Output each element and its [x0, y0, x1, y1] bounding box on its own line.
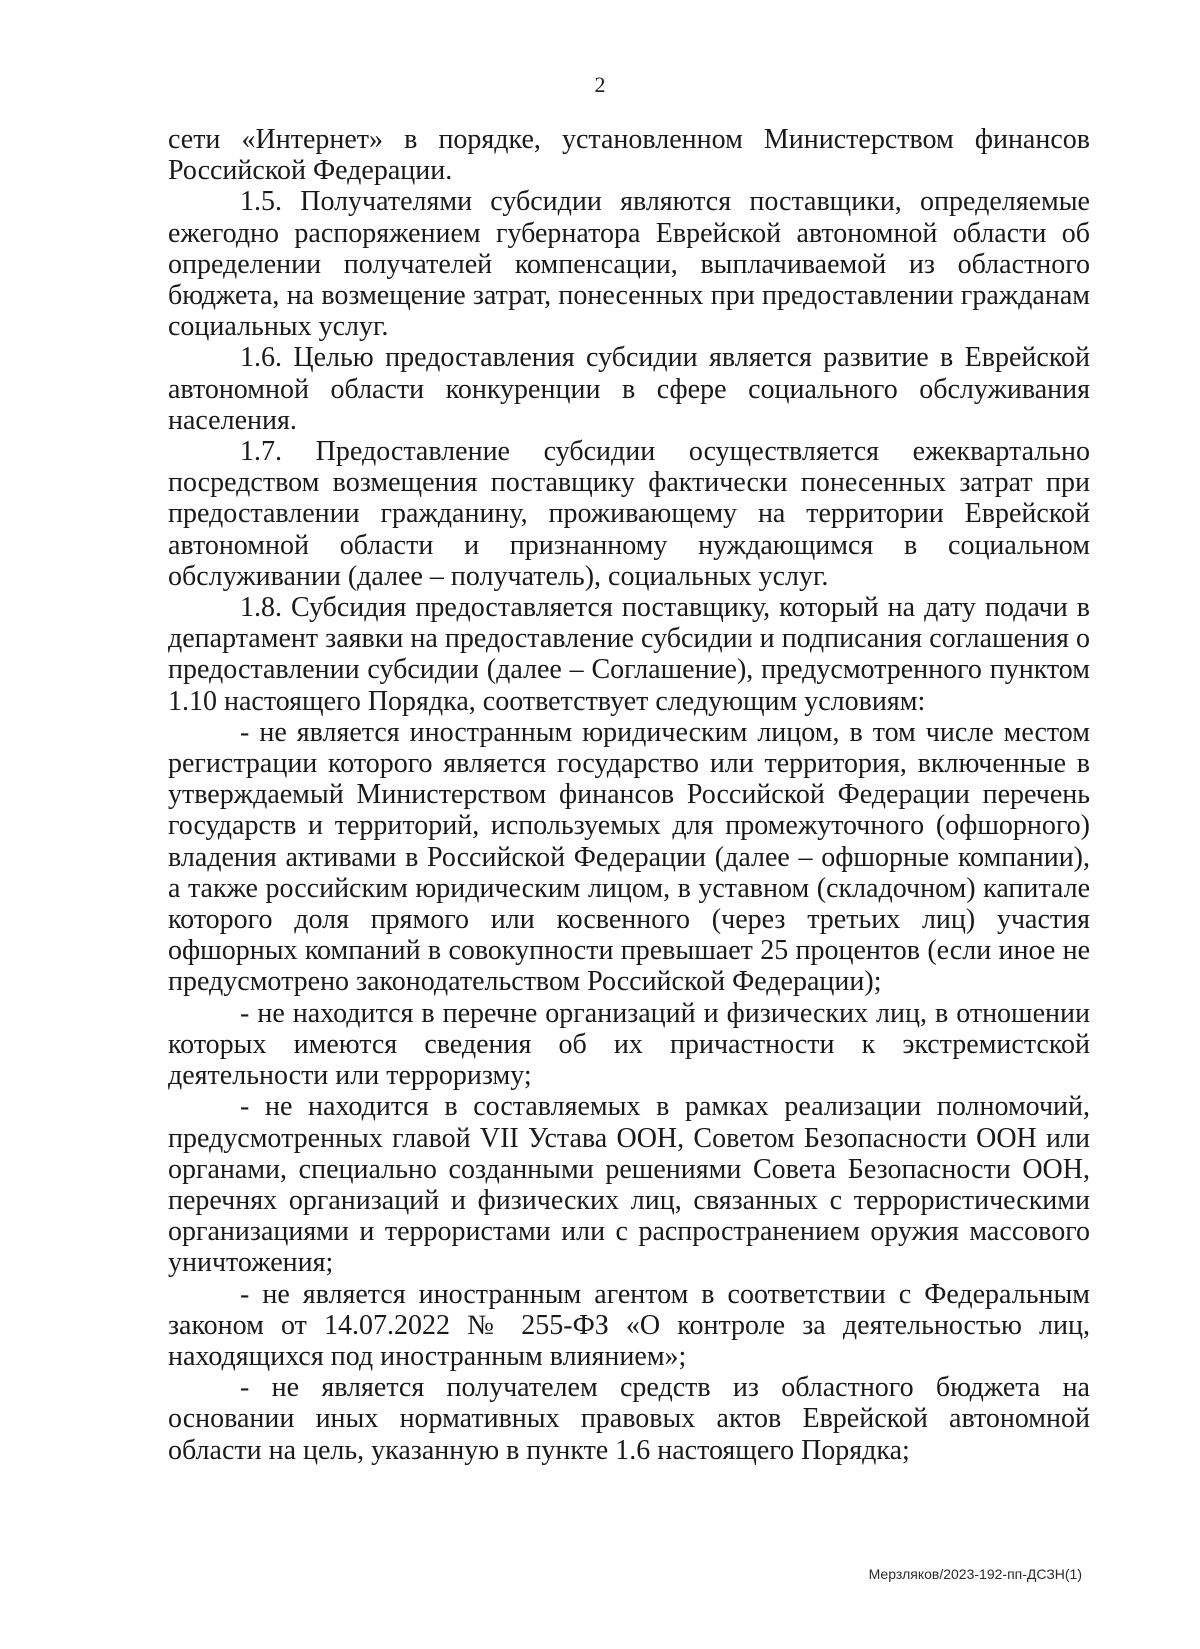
page-number: 2 [594, 72, 606, 97]
paragraph: 1.8. Субсидия предоставляется поставщику, который на дату подачи в департамент заявки на предоставление субсидии и подписания соглашения о предоставлении субсидии (далее – Соглашение), предусмотренного пунктом 1.10 настоящего Порядка, соответствует следующим условиям: [168, 592, 1090, 717]
list-item: - не является получателем средств из областного бюджета на основании иных нормативных правовых актов Еврейской автономной области на цель, указанную в пункте 1.6 настоящего Порядка; [168, 1372, 1090, 1466]
paragraph: сети «Интернет» в порядке, установленном Министерством финансов Российской Федерации. [168, 124, 1090, 187]
footer-document-code: Мерзляков/2023-192-пп-ДСЗН(1) [868, 1566, 1082, 1582]
list-item: - не является иностранным агентом в соответствии с Федеральным законом от 14.07.2022 № 255-ФЗ «О контроле за деятельностью лиц, находящихся под иностранным влиянием»; [168, 1278, 1090, 1372]
list-item: - не является иностранным юридическим лицом, в том числе местом регистрации которого является государство или территория, включенные в утверждаемый Министерством финансов Российской Федерации перечень государств и территорий, используемых для промежуточного (офшорного) владения активами в Российской Федерации (далее – офшорные компании), а также российским юридическим лицом, в уставном (складочном) капитале которого доля прямого или косвенного (через третьих лиц) участия офшорных компаний в совокупности превышает 25 процентов (если иное не предусмотрено законодательством Российской Федерации); [168, 716, 1090, 998]
list-item: - не находится в перечне организаций и физических лиц, в отношении которых имеются сведения об их причастности к экстремистской деятельности или терроризму; [168, 997, 1090, 1092]
list-item: - не находится в составляемых в рамках реализации полномочий, предусмотренных главой VII Устава ООН, Советом Безопасности ООН или органами, специально созданными решениями Совета Безопасности ООН, перечнях организаций и физических лиц, связанных с террористическими организациями и террористами или с распространением оружия массового уничтожения; [168, 1091, 1090, 1279]
paragraph: 1.6. Целью предоставления субсидии является развитие в Еврейской автономной области конкуренции в сфере социального обслуживания населения. [168, 342, 1090, 436]
document-body [168, 124, 1090, 1466]
paragraph: 1.7. Предоставление субсидии осуществляется ежеквартально посредством возмещения поставщику фактически понесенных затрат при предоставлении гражданину, проживающему на территории Еврейской автономной области и признанному нуждающимся в социальном обслуживании (далее – получатель), социальных услуг. [168, 436, 1090, 592]
paragraph: 1.5. Получателями субсидии являются поставщики, определяемые ежегодно распоряжением губернатора Еврейской автономной области об определении получателей компенсации, выплачиваемой из областного бюджета, на возмещение затрат, понесенных при предоставлении гражданам социальных услуг. [168, 186, 1090, 343]
